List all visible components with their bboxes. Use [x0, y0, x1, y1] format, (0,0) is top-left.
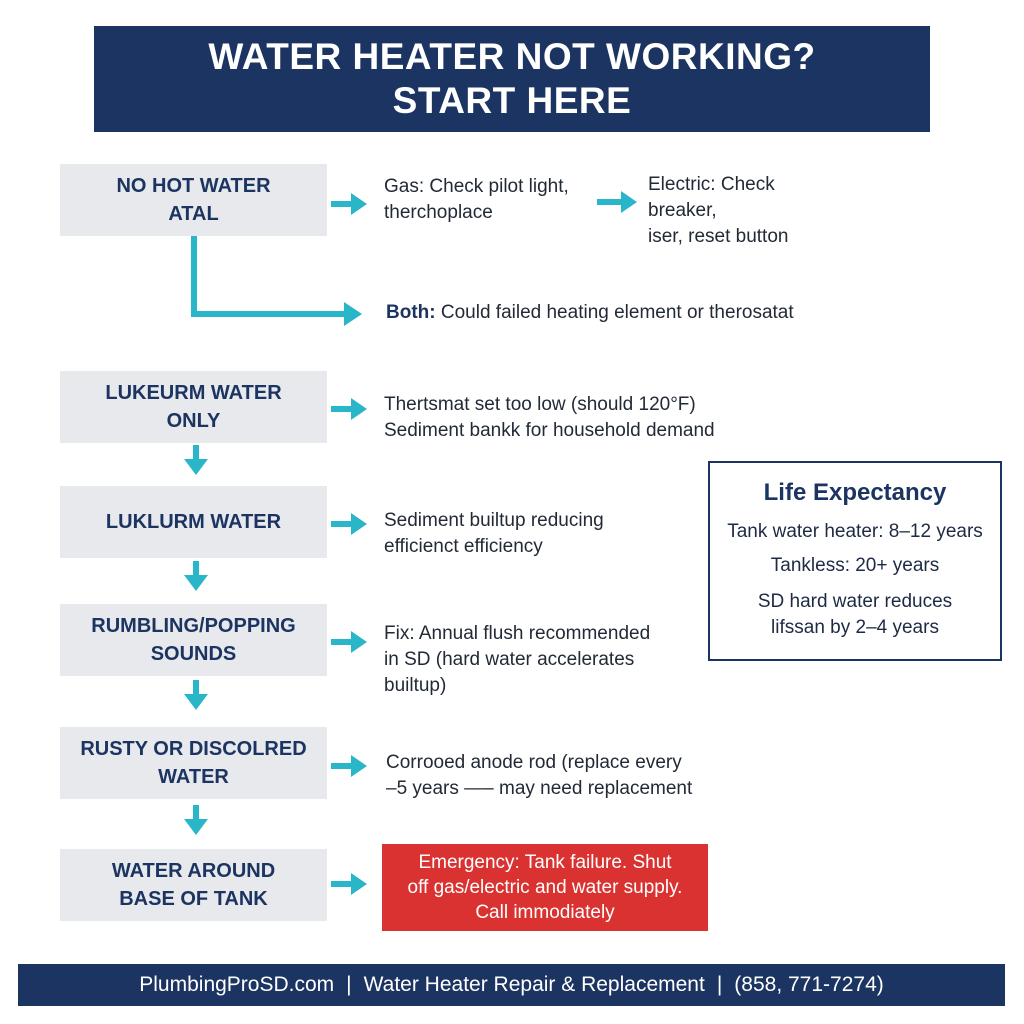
right-arrow-icon — [327, 508, 371, 540]
right-arrow-icon — [327, 393, 371, 425]
right-arrow-icon — [327, 626, 371, 658]
right-arrow-icon — [593, 186, 641, 218]
life-expectancy-title: Life Expectancy — [763, 479, 947, 506]
hard-water-note-2: lifssan by 2–4 years — [771, 617, 939, 638]
emergency-notice: Emergency: Tank failure. Shut off gas/electric and water supply. Call immodiately — [382, 844, 708, 931]
right-arrow-icon — [327, 868, 371, 900]
symptom-water-around-base: WATER AROUND BASE OF TANK — [60, 849, 327, 921]
title-line-1: WATER HEATER NOT WORKING? — [208, 36, 816, 77]
life-expectancy-panel — [708, 461, 1002, 661]
fix-text: Fix: Annual flush recommended in SD (hard water accelerates builtup) — [384, 623, 651, 696]
symptom-label: ATAL — [168, 203, 219, 225]
footer-phone-link[interactable]: (858, 771-7274) — [734, 973, 884, 996]
both-cause-text: Both: Could failed heating element or therosatat — [386, 302, 794, 323]
symptom-no-hot-water — [60, 164, 327, 236]
tank-lifespan: Tank water heater: 8–12 years — [727, 521, 983, 542]
footer-service: Water Heater Repair & Replacement — [363, 973, 705, 996]
cause-text: Sediment builtup reducing efficienct efficiency — [384, 510, 604, 557]
down-arrow-icon — [180, 678, 212, 714]
gas-check-text: Gas: Check pilot light, therchoplace — [384, 176, 569, 223]
symptom-label: NO HOT WATER — [116, 175, 271, 197]
electric-check-text: Electric: Check breaker, iser, reset button — [648, 174, 789, 247]
down-arrow-icon — [180, 559, 212, 595]
footer-bar — [18, 964, 1005, 1006]
right-arrow-icon — [327, 750, 371, 782]
symptom-lukewarm-water: LUKLURM WATER — [60, 486, 327, 558]
right-arrow-icon — [327, 188, 371, 220]
down-arrow-icon — [180, 443, 212, 479]
page-title — [94, 26, 930, 132]
symptom-rumbling-popping: RUMBLING/POPPING SOUNDS — [60, 604, 327, 676]
tankless-lifespan: Tankless: 20+ years — [770, 555, 940, 576]
symptom-rusty-water: RUSTY OR DISCOLRED WATER — [60, 727, 327, 799]
symptom-lukewarm-only: LUKEURM WATER ONLY — [60, 371, 327, 443]
footer-website-link[interactable]: PlumbingProSD.com — [139, 973, 335, 996]
cause-text: Corrooed anode rod (replace every –5 years —– may need replacement — [386, 752, 693, 799]
elbow-arrow-icon — [180, 236, 380, 332]
down-arrow-icon — [180, 803, 212, 839]
footer-separator: | — [346, 973, 352, 996]
hard-water-note: SD hard water reduces — [757, 591, 953, 612]
footer-separator: | — [716, 973, 723, 996]
title-line-2: START HERE — [392, 80, 632, 121]
cause-text: Thertsmat set too low (should 120°F) Sediment bankk for household demand — [384, 394, 715, 441]
